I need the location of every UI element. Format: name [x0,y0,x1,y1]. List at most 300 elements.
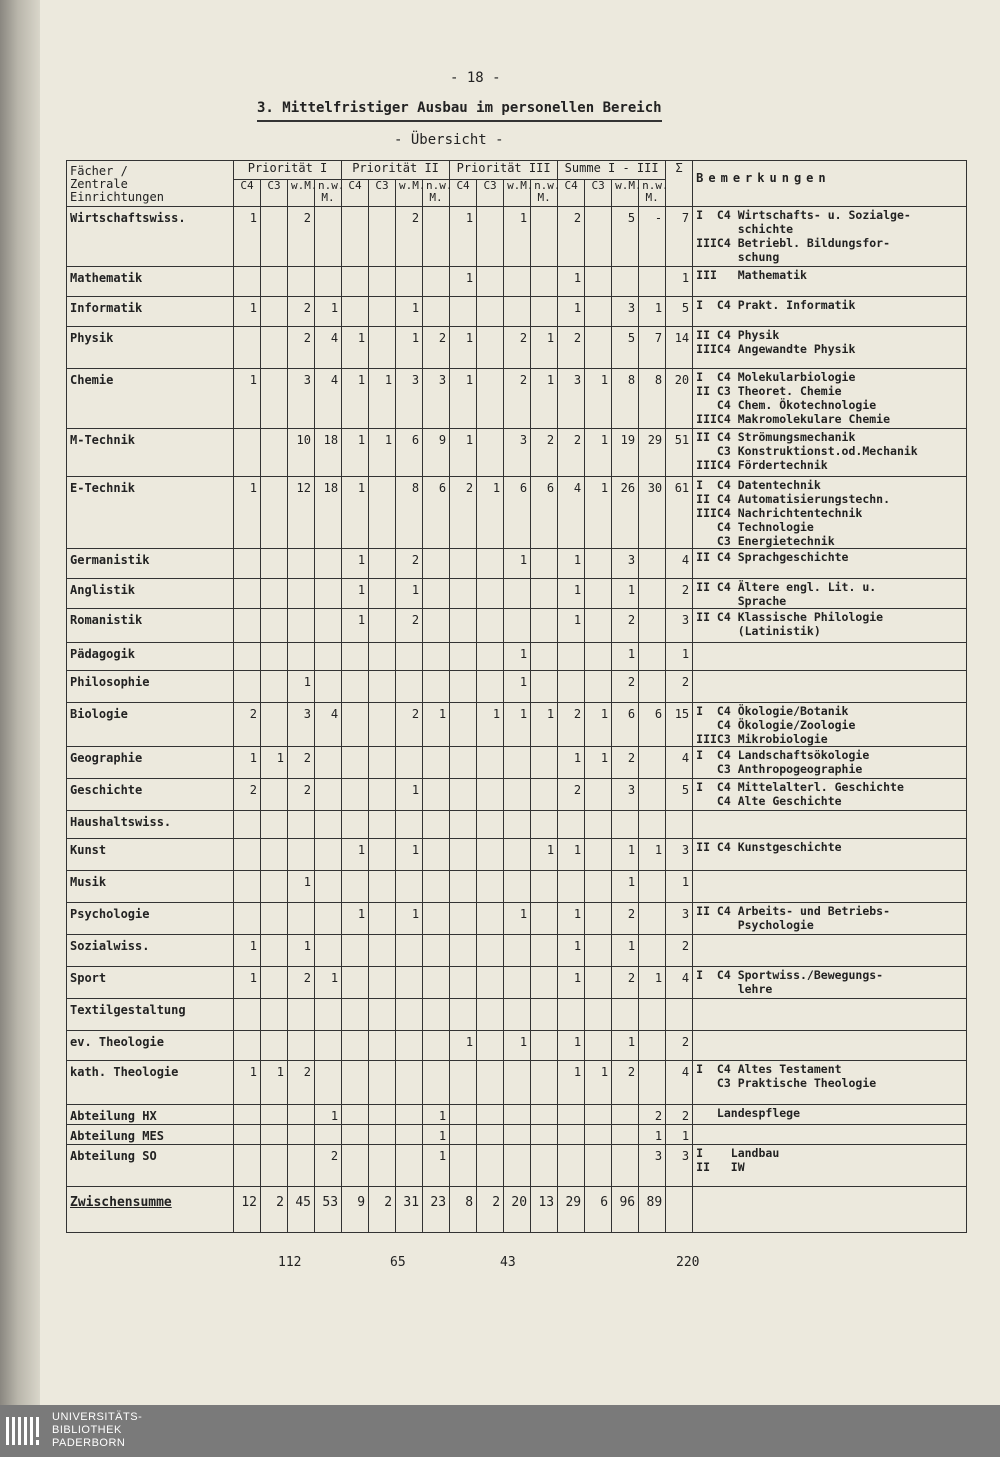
value-cell [288,811,315,839]
subject-name: Philosophie [67,671,234,703]
value-cell: 12 [234,1187,261,1233]
value-cell: 2 [396,549,423,579]
value-cell [423,839,450,871]
value-cell: 1 [369,369,396,429]
subcolumn-header: n.w. M. [531,180,558,207]
value-cell: 1 [450,327,477,369]
value-cell [585,1031,612,1061]
value-cell [423,671,450,703]
remark-cell: I Landbau II IW [693,1145,967,1187]
value-cell [531,903,558,935]
value-cell [423,811,450,839]
remark-cell [693,1125,967,1145]
value-cell [450,549,477,579]
value-cell: 1 [504,549,531,579]
value-cell: 1 [423,1145,450,1187]
remark-cell [693,999,967,1031]
subcolumn-header: C4 [450,180,477,207]
remarks-header: Bemerkungen [693,161,967,207]
value-cell: 2 [288,779,315,811]
subcolumn-header: C4 [234,180,261,207]
value-cell [585,967,612,999]
value-cell [396,967,423,999]
value-cell: 2 [612,1061,639,1105]
value-cell [342,1105,369,1125]
value-cell [288,643,315,671]
value-cell [261,703,288,747]
value-cell: 6 [423,477,450,549]
value-cell [585,267,612,297]
value-cell [531,671,558,703]
value-cell: 1 [666,1125,693,1145]
value-cell: 3 [504,429,531,477]
value-cell [450,999,477,1031]
value-cell [396,871,423,903]
value-cell: 9 [342,1187,369,1233]
value-cell [585,1145,612,1187]
value-cell: 89 [639,1187,666,1233]
value-cell: 8 [396,477,423,549]
table-body [67,207,967,1233]
value-cell [585,549,612,579]
value-cell [639,579,666,609]
value-cell [531,779,558,811]
value-cell [504,297,531,327]
subject-name: Geographie [67,747,234,779]
value-cell: 6 [504,477,531,549]
value-cell: 2 [315,1145,342,1187]
value-cell [477,903,504,935]
value-cell [423,297,450,327]
value-cell [342,1031,369,1061]
value-cell [477,549,504,579]
value-cell: 1 [450,207,477,267]
value-cell [558,871,585,903]
value-cell: 1 [423,1105,450,1125]
value-cell [477,369,504,429]
value-cell [450,903,477,935]
group-header: Summe I - III [558,161,666,180]
value-cell [423,871,450,903]
value-cell: 2 [288,1061,315,1105]
remark-cell: II C4 Ältere engl. Lit. u. Sprache [693,579,967,609]
value-cell [234,1105,261,1125]
value-cell [531,207,558,267]
table-row [67,549,967,579]
value-cell: 2 [666,671,693,703]
value-cell: 2 [234,779,261,811]
value-cell: 3 [666,609,693,643]
value-cell [531,643,558,671]
value-cell [396,935,423,967]
value-cell [477,1031,504,1061]
value-cell: 4 [315,369,342,429]
value-cell [234,839,261,871]
value-cell [531,267,558,297]
subject-name: Informatik [67,297,234,327]
value-cell [477,871,504,903]
subcolumn-header: w.M. [396,180,423,207]
value-cell: 1 [558,903,585,935]
value-cell [369,999,396,1031]
value-cell: 2 [612,903,639,935]
value-cell: 1 [234,477,261,549]
value-cell: 51 [666,429,693,477]
value-cell [261,1125,288,1145]
value-cell [261,779,288,811]
value-cell: 1 [234,935,261,967]
value-cell [396,1145,423,1187]
value-cell [639,1031,666,1061]
value-cell: 5 [666,297,693,327]
value-cell [369,297,396,327]
value-cell: 3 [666,839,693,871]
value-cell [450,839,477,871]
value-cell: 4 [666,967,693,999]
value-cell [234,903,261,935]
value-cell [423,579,450,609]
value-cell [315,903,342,935]
value-cell: 2 [558,207,585,267]
value-cell [450,609,477,643]
value-cell [234,811,261,839]
remark-cell: II C4 Strömungsmechanik C3 Konstruktionst.od.Mechanik IIIC4 Fördertechnik [693,429,967,477]
subject-name: Pädagogik [67,643,234,671]
value-cell [477,811,504,839]
table-row [67,1105,967,1125]
value-cell [504,579,531,609]
value-cell: 1 [342,429,369,477]
table-row [67,779,967,811]
value-cell [261,549,288,579]
table-row [67,207,967,267]
value-cell [288,839,315,871]
subcolumn-header: C3 [369,180,396,207]
value-cell [423,779,450,811]
value-cell [450,1061,477,1105]
value-cell [261,429,288,477]
value-cell [315,1031,342,1061]
value-cell [261,671,288,703]
value-cell: 2 [234,703,261,747]
value-cell: 2 [612,967,639,999]
value-cell: 2 [612,609,639,643]
subject-name: M-Technik [67,429,234,477]
table-row [67,1145,967,1187]
value-cell: 1 [666,871,693,903]
priority-total: 112 [278,1255,302,1270]
value-cell [477,327,504,369]
value-cell [450,1125,477,1145]
value-cell [315,267,342,297]
value-cell: 6 [585,1187,612,1233]
value-cell [423,967,450,999]
value-cell [396,999,423,1031]
remark-cell: I C4 Prakt. Informatik [693,297,967,327]
value-cell [423,609,450,643]
value-cell: 1 [531,703,558,747]
value-cell [450,1105,477,1125]
subcolumn-header: w.M. [288,180,315,207]
value-cell: 1 [450,369,477,429]
value-cell: 1 [531,839,558,871]
value-cell: 1 [558,549,585,579]
value-cell [477,643,504,671]
value-cell: 1 [477,477,504,549]
table-row [67,671,967,703]
value-cell [288,1105,315,1125]
value-cell [585,871,612,903]
value-cell: 1 [639,297,666,327]
value-cell: 1 [396,779,423,811]
table-row [67,369,967,429]
value-cell [396,1061,423,1105]
value-cell [531,1145,558,1187]
value-cell: 2 [558,779,585,811]
value-cell: 3 [612,549,639,579]
value-cell [261,935,288,967]
remark-cell [693,871,967,903]
value-cell [315,747,342,779]
value-cell: 7 [639,327,666,369]
value-cell [396,747,423,779]
value-cell [261,999,288,1031]
priority-total: 220 [676,1255,700,1270]
value-cell: 1 [450,267,477,297]
value-cell [477,967,504,999]
value-cell [477,429,504,477]
value-cell: 1 [504,643,531,671]
value-cell: 1 [612,579,639,609]
value-cell: 1 [666,643,693,671]
table-row [67,1031,967,1061]
value-cell [639,935,666,967]
value-cell: 2 [288,297,315,327]
value-cell: 2 [666,579,693,609]
value-cell [585,903,612,935]
value-cell [396,1031,423,1061]
value-cell [342,967,369,999]
value-cell [234,429,261,477]
subject-name: Mathematik [67,267,234,297]
value-cell [342,643,369,671]
value-cell [639,811,666,839]
remark-cell [693,643,967,671]
value-cell [288,609,315,643]
value-cell [585,609,612,643]
value-cell [261,1145,288,1187]
value-cell [531,811,558,839]
value-cell: 1 [639,1125,666,1145]
value-cell [423,903,450,935]
subject-name: Abteilung HX [67,1105,234,1125]
subcolumn-header: n.w. M. [423,180,450,207]
value-cell: 26 [612,477,639,549]
value-cell: 1 [342,549,369,579]
value-cell: 1 [234,1061,261,1105]
value-cell: 1 [585,369,612,429]
value-cell: 4 [666,549,693,579]
value-cell [612,1145,639,1187]
value-cell [531,579,558,609]
subject-name: Biologie [67,703,234,747]
value-cell [423,999,450,1031]
value-cell [504,609,531,643]
value-cell [261,811,288,839]
value-cell [585,999,612,1031]
value-cell [450,747,477,779]
value-cell [261,871,288,903]
value-cell: 1 [585,429,612,477]
remark-cell: I C4 Sportwiss./Bewegungs- lehre [693,967,967,999]
value-cell [342,703,369,747]
value-cell [423,1061,450,1105]
value-cell: 14 [666,327,693,369]
value-cell: 1 [342,903,369,935]
group-header: Priorität III [450,161,558,180]
library-logo-icon [4,1413,44,1449]
table-row [67,1061,967,1105]
value-cell: 10 [288,429,315,477]
value-cell: 2 [261,1187,288,1233]
subject-name: Germanistik [67,549,234,579]
value-cell: 4 [558,477,585,549]
value-cell [342,779,369,811]
value-cell [612,1125,639,1145]
value-cell: 1 [396,579,423,609]
page-title: 3. Mittelfristiger Ausbau im personellen Bereich [257,100,662,122]
value-cell [261,967,288,999]
value-cell: 1 [342,327,369,369]
value-cell [531,935,558,967]
group-header: Priorität I [234,161,342,180]
value-cell [261,609,288,643]
value-cell [315,811,342,839]
value-cell [477,297,504,327]
value-cell [369,1105,396,1125]
value-cell [369,1145,396,1187]
page-number: - 18 - [450,70,501,86]
value-cell [504,779,531,811]
value-cell: 18 [315,477,342,549]
sum-header: Σ [666,161,693,207]
value-cell: 29 [639,429,666,477]
value-cell [423,935,450,967]
value-cell: 4 [315,327,342,369]
value-cell [450,703,477,747]
table-row [67,643,967,671]
value-cell [261,903,288,935]
value-cell [261,1105,288,1125]
value-cell: 3 [288,369,315,429]
value-cell [261,369,288,429]
value-cell [477,839,504,871]
value-cell [639,267,666,297]
value-cell [585,935,612,967]
value-cell [558,671,585,703]
remark-cell: II C4 Klassische Philologie (Latinistik) [693,609,967,643]
value-cell: 2 [612,671,639,703]
value-cell [315,671,342,703]
value-cell: 7 [666,207,693,267]
subject-name: kath. Theologie [67,1061,234,1105]
value-cell [585,671,612,703]
value-cell [666,1187,693,1233]
subcolumn-header: w.M. [504,180,531,207]
value-cell: 1 [315,967,342,999]
table-row [67,267,967,297]
table-row [67,935,967,967]
value-cell: 19 [612,429,639,477]
value-cell [477,671,504,703]
value-cell: 1 [558,1031,585,1061]
value-cell [315,207,342,267]
priority-total: 65 [390,1255,406,1270]
value-cell [504,811,531,839]
table-row [67,297,967,327]
remark-cell: II C4 Arbeits- und Betriebs- Psychologie [693,903,967,935]
value-cell [450,297,477,327]
value-cell [612,267,639,297]
value-cell [315,579,342,609]
remark-cell [693,935,967,967]
value-cell [585,297,612,327]
value-cell [369,811,396,839]
value-cell [558,1125,585,1145]
subject-name: E-Technik [67,477,234,549]
value-cell: 31 [396,1187,423,1233]
value-cell: 2 [288,207,315,267]
value-cell [666,999,693,1031]
value-cell: 5 [666,779,693,811]
value-cell: 1 [234,207,261,267]
value-cell [423,643,450,671]
value-cell [531,1105,558,1125]
value-cell: 6 [531,477,558,549]
subject-name: Romanistik [67,609,234,643]
subject-name: Abteilung SO [67,1145,234,1187]
value-cell [234,609,261,643]
value-cell: 1 [558,747,585,779]
subcolumn-header: C3 [477,180,504,207]
value-cell [369,671,396,703]
value-cell [396,643,423,671]
value-cell [396,1105,423,1125]
subcolumn-header: C3 [261,180,288,207]
value-cell: 2 [396,609,423,643]
remark-cell: Landespflege [693,1105,967,1125]
value-cell [477,267,504,297]
subject-name: Abteilung MES [67,1125,234,1145]
value-cell [369,839,396,871]
value-cell: 1 [666,267,693,297]
value-cell [315,549,342,579]
value-cell [369,477,396,549]
value-cell [423,1031,450,1061]
value-cell [342,1145,369,1187]
value-cell [369,549,396,579]
value-cell [423,267,450,297]
value-cell [234,671,261,703]
value-cell: 1 [396,297,423,327]
subject-name: Psychologie [67,903,234,935]
value-cell: 4 [315,703,342,747]
value-cell: 1 [234,369,261,429]
value-cell [396,811,423,839]
subject-name: Textilgestaltung [67,999,234,1031]
value-cell: 2 [288,967,315,999]
value-cell: 2 [423,327,450,369]
